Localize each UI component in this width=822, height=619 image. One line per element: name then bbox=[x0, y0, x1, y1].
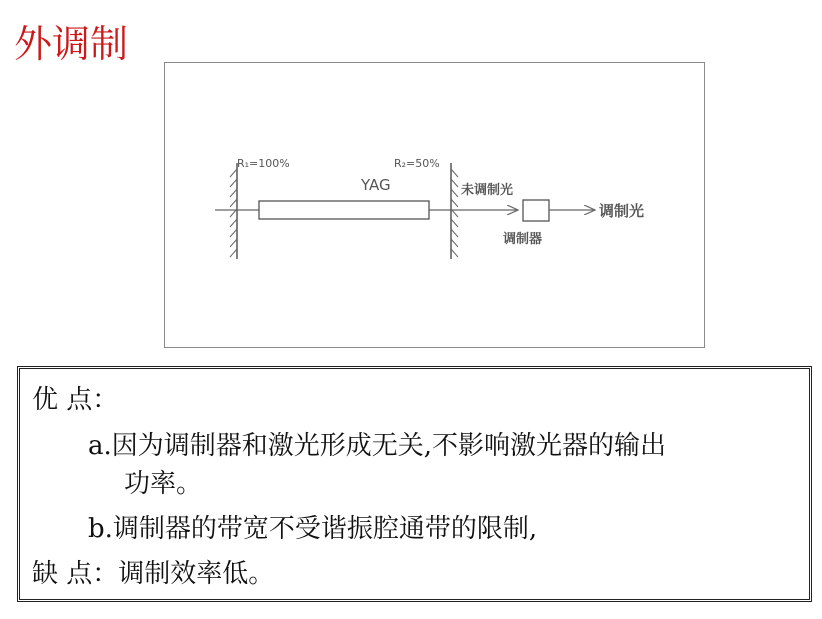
page-title: 外调制 bbox=[14, 22, 129, 66]
pros-cons-box bbox=[17, 366, 812, 602]
advantage-b: b.调制器的带宽不受谐振腔通带的限制, bbox=[88, 514, 538, 544]
advantage-a-line2: 功率。 bbox=[124, 469, 203, 499]
external-modulation-diagram bbox=[164, 62, 705, 348]
advantages-heading: 优 点： bbox=[32, 385, 119, 415]
r1-label: R₁=100% bbox=[237, 157, 290, 170]
r2-label: R₂=50% bbox=[394, 157, 440, 170]
diagram-svg bbox=[165, 63, 706, 349]
disadvantages: 缺 点：调制效率低。 bbox=[32, 559, 275, 589]
yag-label: YAG bbox=[361, 176, 391, 194]
advantage-a-line1: a.因为调制器和激光形成无关,不影响激光器的输出 bbox=[88, 431, 667, 461]
modulator-box bbox=[523, 200, 549, 221]
modulated-light-label: 调制光 bbox=[599, 202, 645, 220]
rear-mirror bbox=[230, 163, 237, 259]
unmodulated-light-label: 未调制光 bbox=[461, 183, 514, 198]
output-mirror bbox=[451, 163, 458, 259]
yag-rod bbox=[259, 201, 429, 219]
modulator-label: 调制器 bbox=[503, 232, 543, 247]
